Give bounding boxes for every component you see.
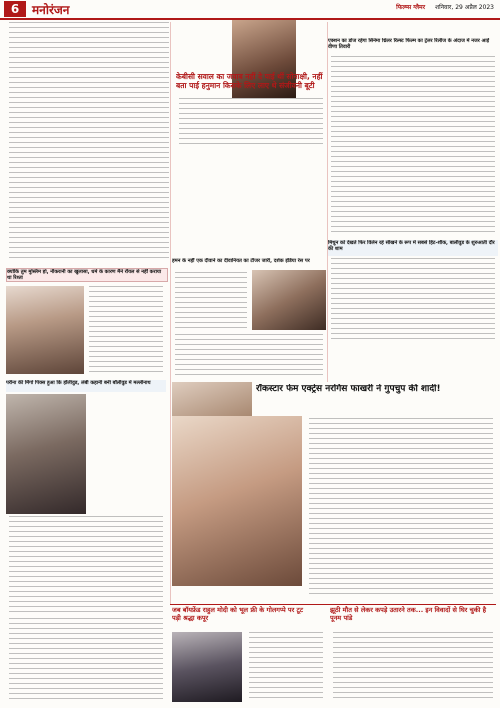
section-title: मनोरंजन (32, 2, 70, 17)
right-top-body-text (331, 56, 495, 234)
center-body-2 (172, 334, 326, 380)
shraddha-photo (172, 632, 242, 702)
bottom-left-body (246, 632, 326, 702)
center-body (172, 272, 250, 334)
nargis-headline-box (256, 384, 496, 416)
page-number: 6 (4, 1, 26, 17)
masthead: फिल्म्स ग्लैमर (396, 4, 426, 11)
nargis-body-text (309, 418, 493, 596)
nargis-body (306, 418, 496, 598)
left-box-headline: क्योंकि तुम मुस्लिम हो, नौकरानी का खुलासा, धर्म के कारण मैंने रॉयल से नहीं कराया था रिश्ता (7, 269, 162, 281)
bottom-right-headline: झूठी मौत से लेकर कपड़े उतारने तक... इन विवादों से घिर चुकी है पूनम पांडे (330, 606, 487, 622)
right-top-headline-box (328, 38, 498, 54)
center-headline: हमन के नहीं एक दीवाने का दीवानियत का टीजर जारी, दर्शक इंडिया रेस पर (172, 258, 310, 264)
lead-body (176, 98, 326, 146)
right-mid-body-text (331, 258, 495, 340)
left-box-body-text (89, 286, 163, 374)
right-mid-headline: मिथुन को देखते फिर विलेन रहे सीखने के रूप में सबसे हिट-शौक, बालीवुड के शुरुआती दौर की शाम (328, 240, 495, 252)
nargis-headline: रॉकस्टार फेम एक्ट्रेस नरगिस फाखरी ने गुपचुप की शादी! (256, 384, 441, 394)
center-headline-box (172, 258, 326, 270)
right-top-headline: एक्शन का डोज रहेगा सिनेमा थ्रिलर रिल्स्ट फिल्म का ट्रेलर रिलीज के अंदाज में नजर आईं वीणा तिवारी (328, 38, 490, 50)
page-header (0, 0, 500, 20)
far-left-body-text (9, 618, 163, 702)
lead-body-text (179, 98, 323, 144)
lead-headline: केबीसी सवाल का जवाब नहीं दे पाई थीं सोनाक्षी, नहीं बता पाई हनुमान किसके लिए लाए थे संजीवनी बूटी (176, 72, 323, 90)
issue-date: शनिवार, 29 अप्रैल 2023 (435, 4, 494, 11)
left-lower-body (6, 516, 166, 616)
left-lower-body-text (9, 516, 163, 614)
left-lower-headline-box (6, 380, 166, 392)
bottom-left-headline: जब बॉयफ्रेंड राहुल मोदी को भूल फ्री के गोलगप्पे पर टूट पड़ी श्रद्धा कपूर (172, 606, 304, 622)
left-box-headline-box (6, 268, 168, 282)
bottom-left-body-text (249, 632, 323, 700)
right-mid-headline-box (328, 240, 498, 256)
left-box-body (86, 286, 166, 376)
header-right (396, 3, 494, 11)
center-photo (252, 270, 326, 330)
nargis-main-photo (172, 416, 302, 586)
bottom-left-headline-box (172, 606, 306, 630)
right-mid-body (328, 258, 498, 342)
left-lower-photo (6, 394, 86, 514)
column-rule-left (170, 22, 171, 604)
center-body-text (175, 272, 247, 332)
left-lower-headline: परीना की मिंगो पिक्स हुआ कि हॉलीवुड, लंबी कहानी बनी बॉलीवुड में मल्लीनाथ (6, 380, 151, 386)
center-body-2-text (175, 334, 323, 378)
bottom-right-headline-box (330, 606, 496, 630)
lead-headline-box (176, 72, 326, 96)
far-left-body (6, 618, 166, 704)
column-rule-right (327, 22, 328, 382)
bottom-right-body-text (333, 632, 493, 700)
left-box-photo (6, 286, 84, 374)
bottom-right-body (330, 632, 496, 702)
top-left-body-text (9, 22, 169, 260)
bottom-rule (170, 604, 496, 605)
right-top-body (328, 56, 498, 236)
top-left-body (6, 22, 172, 262)
